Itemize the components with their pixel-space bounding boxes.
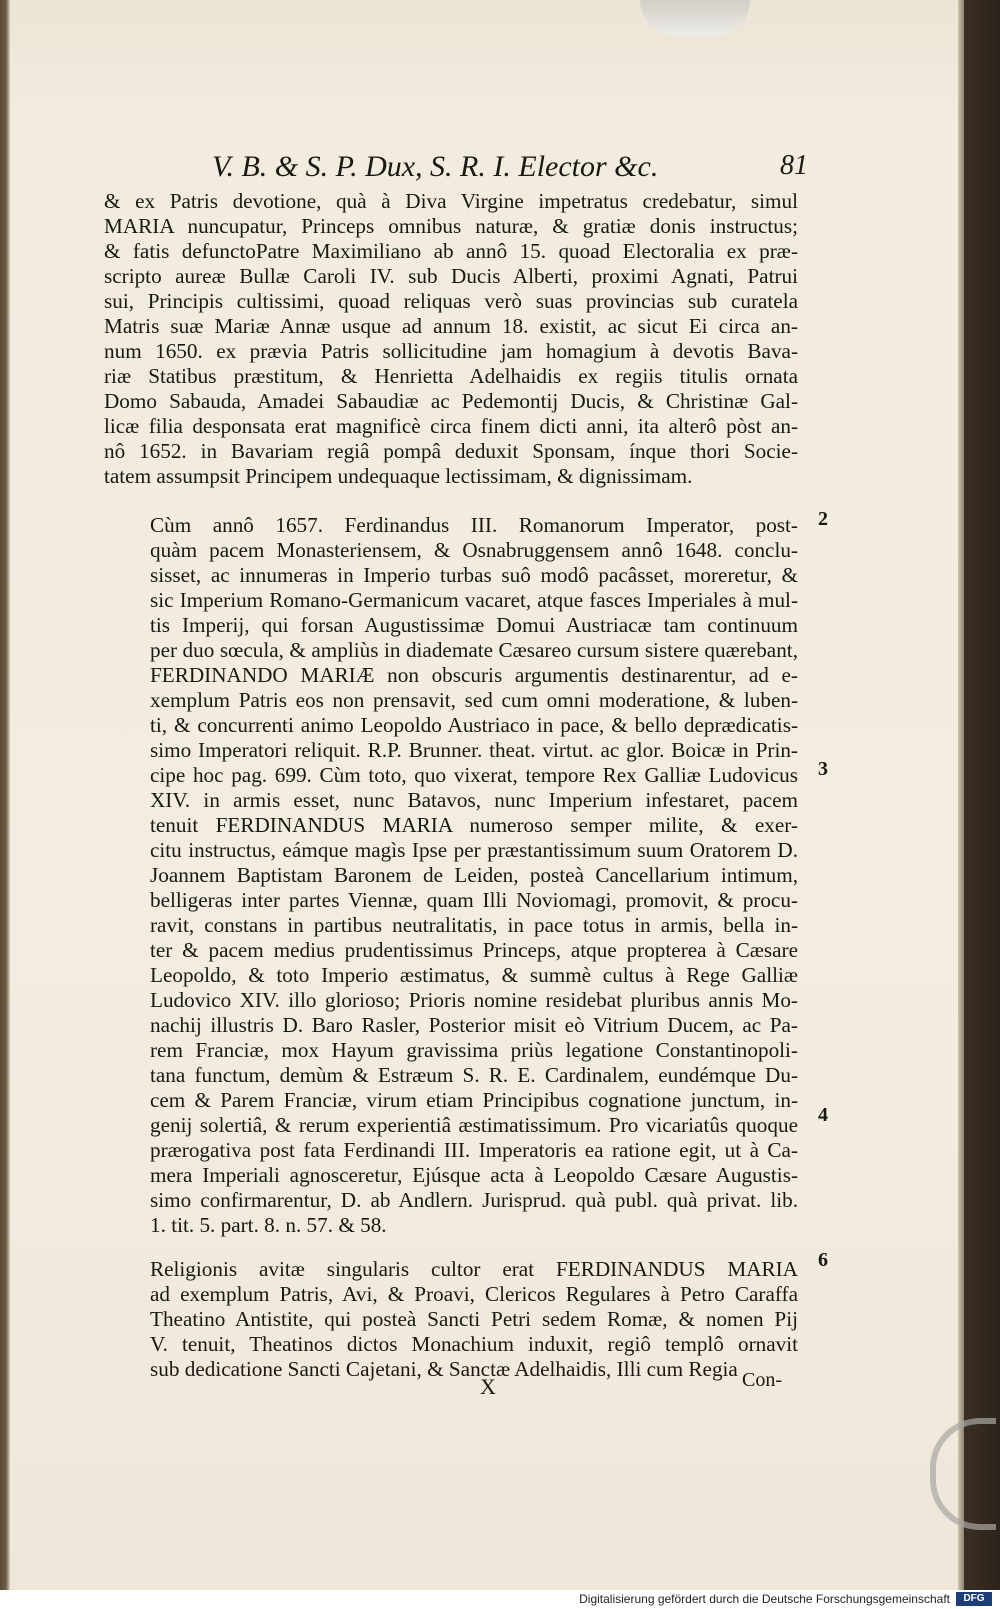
dfg-logo: DFG — [956, 1592, 992, 1606]
text-line: Ludovico XIV. illo glorioso; Prioris nomine residebat pluribus annis Mo- — [150, 988, 798, 1012]
text-line: citu instructus, eámque magìs Ipse per præstantissimum suum Oratorem D. — [150, 838, 798, 862]
text-line: Joannem Baptistam Baronem de Leiden, posteà Cancellarium intimum, — [150, 863, 798, 887]
text-line: sui, Principis cultissimi, quoad reliquas verò suas provincias sub curatela — [104, 289, 798, 313]
text-line: ravit, constans in partibus neutralitatis, in pace totus in armis, bella in- — [150, 913, 798, 937]
text-line: mera Imperiali agnosceretur, Ejúsque acta à Leopoldo Cæsare Augustis- — [150, 1163, 798, 1187]
page-edge — [958, 0, 964, 1590]
text-line: 1. tit. 5. part. 8. n. 57. & 58. — [150, 1213, 387, 1237]
text-line: MARIA nuncupatur, Princeps omnibus naturæ, & gratiæ donis instructus; — [104, 214, 798, 238]
text-line: Matris suæ Mariæ Annæ usque ad annum 18. existit, ac sicut Ei circa an- — [104, 314, 798, 338]
text-line: cipe hoc pag. 699. Cùm toto, quo vixerat, tempore Rex Galliæ Ludovicus — [150, 763, 798, 787]
text-line: simo confirmarentur, D. ab Andlern. Jurisprud. quà publ. quà privat. lib. — [150, 1188, 798, 1212]
text-line: Domo Sabauda, Amadei Sabaudiæ ac Pedemontij Ducis, & Christinæ Gal- — [104, 389, 798, 413]
text-line: rem Franciæ, mox Hayum gravissima priùs legatione Constantinopoli- — [150, 1038, 798, 1062]
text-line: Theatino Antistite, qui posteà Sancti Petri sedem Romæ, & nomen Pij — [150, 1307, 798, 1331]
text-line: XIV. in armis esset, nunc Batavos, nunc Imperium infestaret, pacem — [150, 788, 798, 812]
paragraph-3 — [104, 1257, 798, 1382]
margin-note-3: 3 — [818, 758, 828, 780]
margin-note-6: 6 — [818, 1249, 828, 1271]
text-line: Religionis avitæ singularis cultor erat FERDINANDUS MARIA — [150, 1257, 798, 1281]
running-title: V. B. & S. P. Dux, S. R. I. Elector &c. — [212, 150, 659, 183]
text-line: FERDINANDO MARIÆ non obscuris argumentis destinarentur, ad e- — [150, 663, 798, 687]
text-line: nachij illustris D. Baro Rasler, Posterior misit eò Vitrium Ducem, ac Pa- — [150, 1013, 798, 1037]
body-text — [104, 189, 798, 1382]
text-line: ti, & concurrenti animo Leopoldo Austriaco in pace, & bello deprædicatis- — [150, 713, 798, 737]
margin-note-2: 2 — [818, 508, 828, 530]
text-line: num 1650. ex prævia Patris sollicitudine jam homagium à devotis Bava- — [104, 339, 798, 363]
text-line: & ex Patris devotione, quà à Diva Virgine impetratus credebatur, simul — [104, 189, 798, 213]
footer-credit: Digitalisierung gefördert durch die Deutsche Forschungsgemeinschaft — [579, 1592, 950, 1606]
text-line: Leopoldo, & toto Imperio æstimatus, & summè cultus à Rege Galliæ — [150, 963, 798, 987]
text-line: per duo sœcula, & ampliùs in diademate Cæsareo cursum sistere quærebant, — [150, 638, 798, 662]
text-line: genij solertiâ, & rerum experientiâ æstimatissimum. Pro vicariatûs quoque — [150, 1113, 798, 1137]
text-line: simo Imperatori reliquit. R.P. Brunner. theat. virtut. ac glor. Boicæ in Prin- — [150, 738, 798, 762]
catchword: Con- — [742, 1369, 782, 1391]
text-line: Cùm annô 1657. Ferdinandus III. Romanorum Imperator, post- — [150, 513, 798, 537]
signature-mark: X — [480, 1374, 496, 1399]
text-line: xemplum Patris eos non prensavit, sed cum omni moderatione, & luben- — [150, 688, 798, 712]
text-line: tis Imperij, qui forsan Augustissimæ Domui Austriacæ tam continuum — [150, 613, 798, 637]
text-line: scripto aureæ Bullæ Caroli IV. sub Ducis Alberti, proximi Agnati, Patrui — [104, 264, 798, 288]
paragraph-2 — [104, 513, 798, 1238]
text-line: belligeras inter partes Viennæ, quam Illi Noviomagi, promovit, & procu- — [150, 888, 798, 912]
text-line: tana functum, demùm & Estræum S. R. E. Cardinalem, eundémque Du- — [150, 1063, 798, 1087]
text-line: & fatis defunctoPatre Maximiliano ab annô 15. quoad Electoralia ex præ- — [104, 239, 798, 263]
text-line: tatem assumpsit Principem undequaque lectissimam, & dignissimam. — [104, 464, 693, 488]
page-number: 81 — [780, 150, 808, 181]
text-line: sub dedicatione Sancti Cajetani, & Sanctæ Adelhaidis, Illi cum Regia — [150, 1357, 738, 1381]
text-line: ter & pacem medius prudentissimus Princeps, atque propterea à Cæsare — [150, 938, 798, 962]
text-line: sisset, ac innumeras in Imperio turbas suô modô pacâsset, moreretur, & — [150, 563, 798, 587]
text-line: quàm pacem Monasteriensem, & Osnabruggensem annô 1648. conclu- — [150, 538, 798, 562]
text-line: sic Imperium Romano-Germanicum vacaret, atque fasces Imperiales à mul- — [150, 588, 798, 612]
text-line: riæ Statibus præstitum, & Henrietta Adelhaidis ex regiis titulis ornata — [104, 364, 798, 388]
text-line: ad exemplum Patris, Avi, & Proavi, Clericos Regulares à Petro Caraffa — [150, 1282, 798, 1306]
margin-note-4: 4 — [818, 1104, 828, 1126]
text-line: licæ filia desponsata erat magnificè circa finem dicti anni, ita alterô pòst an- — [104, 414, 798, 438]
text-line: nô 1652. in Bavariam regiâ pompâ deduxit Sponsam, ínque thori Socie- — [104, 439, 798, 463]
text-line: V. tenuit, Theatinos dictos Monachium induxit, regiô templô ornavit — [150, 1332, 798, 1356]
paragraph-1 — [104, 189, 798, 489]
text-line: tenuit FERDINANDUS MARIA numeroso semper milite, & exer- — [150, 813, 798, 837]
text-line: prærogativa post fata Ferdinandi III. Imperatoris ea ratione egit, ut à Ca- — [150, 1138, 798, 1162]
text-line: cem & Parem Franciæ, virum etiam Principibus cognatione junctum, in- — [150, 1088, 798, 1112]
